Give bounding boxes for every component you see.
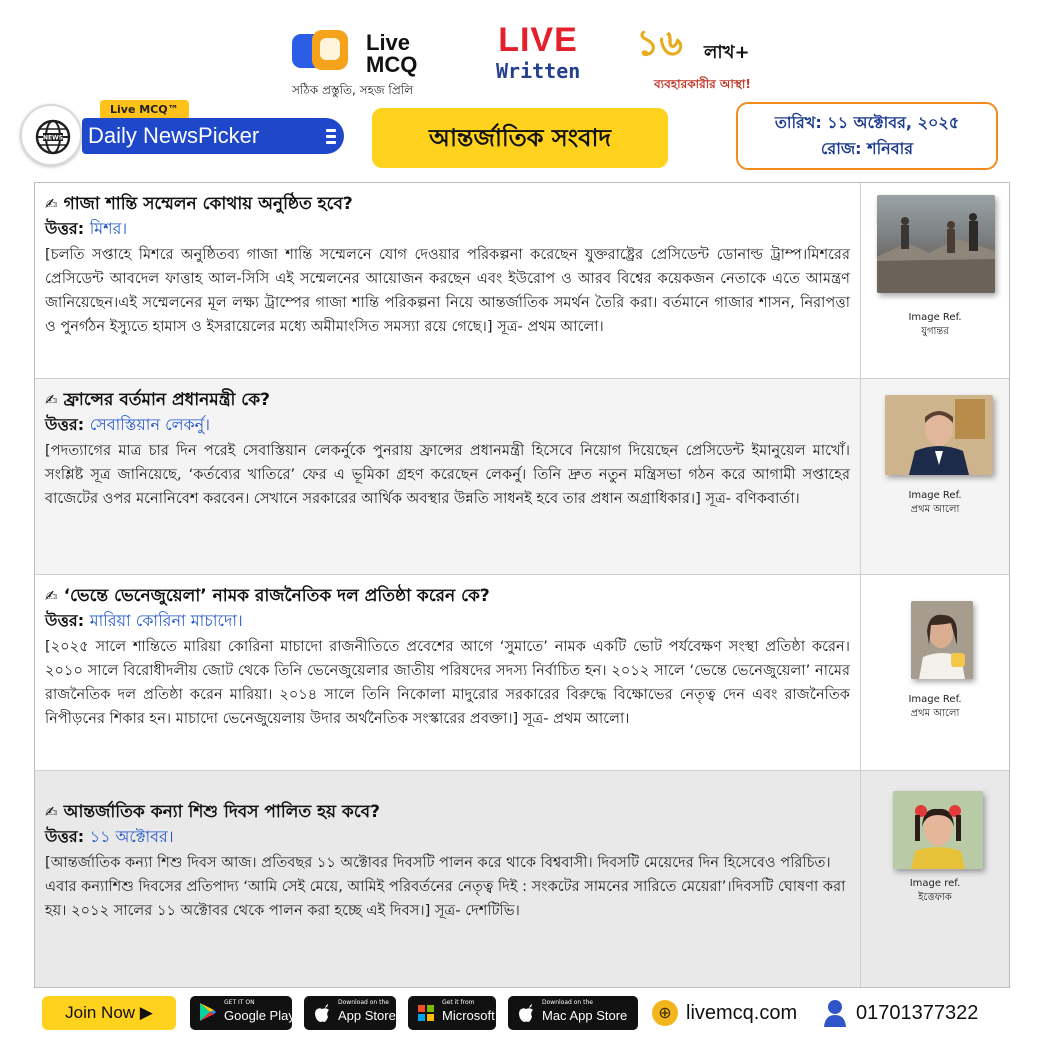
- brand-strip: [0, 14, 1040, 98]
- livemcq-tagline: সঠিক প্রস্তুতি, সহজ প্রিলি: [292, 83, 414, 97]
- day-line: রোজ: শনিবার: [820, 139, 914, 158]
- girl-child-photo[interactable]: [893, 791, 983, 869]
- news-text-cell: [35, 771, 861, 987]
- news-text-cell: [35, 183, 861, 378]
- livemcq-logo-icon: [290, 30, 354, 76]
- news-item: [35, 575, 1009, 771]
- news-item: [35, 183, 1009, 379]
- news-image-cell: [861, 183, 1009, 378]
- written-label: Written: [496, 59, 581, 83]
- answer: সেবাস্তিয়ান লেকর্নু।: [89, 415, 210, 434]
- answer-line: উত্তর: ১১ অক্টোবর।: [45, 827, 174, 846]
- svg-text:NEWS: NEWS: [42, 134, 64, 142]
- answer: মারিয়া কোরিনা মাচাদো।: [89, 611, 243, 630]
- microsoft-icon: [416, 1002, 436, 1024]
- answer: ১১ অক্টোবর।: [89, 827, 174, 846]
- microsoft-store-badge[interactable]: Get it from Microsoft: [408, 996, 496, 1030]
- machado-portrait-photo[interactable]: [911, 601, 973, 679]
- answer-line: উত্তর: মিশর।: [45, 219, 128, 238]
- user-contact-icon: [822, 998, 848, 1028]
- image-ref: Image ref. ইত্তেফাক: [909, 878, 961, 903]
- image-ref: Image Ref. প্রথম আলো: [908, 490, 962, 515]
- image-ref: Image Ref. প্রথম আলো: [908, 694, 962, 719]
- live-written-logo[interactable]: [496, 22, 580, 96]
- news-image-cell: [861, 771, 1009, 987]
- join-now-button[interactable]: Join Now ▶: [42, 996, 176, 1030]
- question: ✍ আন্তর্জাতিক কন্যা শিশু দিবস পালিত হয় কবে?: [45, 802, 380, 822]
- live-label: LIVE: [498, 21, 578, 59]
- news-text-cell: [35, 575, 861, 770]
- product-name: Daily NewsPicker: [82, 118, 344, 154]
- pen-writing-icon: ✍: [45, 587, 58, 605]
- explanation: [পদত্যাগের মাত্র চার দিন পরেই সেবাস্তিয়ান লেকর্নুকে পুনরায় ফ্রান্সের প্রধানমন্ত্রী হিসেবে নিয়োগ দিয়েছেন প্রেসিডেন্ট ইমানুয়েল মাখোঁ। সংশ্লিষ্ট সূত্র জানিয়েছে, ‘কর্তব্যের খাতিরে’ ফের এ ভূমিকা গ্রহণ করেছেন লেকর্নু। তিনি দ্রুত নতুন মন্ত্রিসভা গঠন করে আগামী সপ্তাহের বাজেটের ওপর মনোনিবেশ করবেন। সেখানে সরকারের আর্থিক অবস্থার উন্নতি সাধনই হবে তার প্রধান অগ্রাধিকার।] সূত্র- বণিকবার্তা।: [45, 442, 850, 507]
- globe-news-icon: [20, 104, 82, 166]
- users-unit: লাখ+: [704, 42, 750, 63]
- apple-icon: [312, 1002, 332, 1024]
- mac-app-store-badge[interactable]: Download on the Mac App Store: [508, 996, 638, 1030]
- menu-lines-icon: [326, 129, 336, 147]
- users-trust-badge: [636, 24, 786, 94]
- pen-writing-icon: ✍: [45, 195, 58, 213]
- explanation: [২০২৫ সালে শান্তিতে মারিয়া কোরিনা মাচাদো রাজনীতিতে প্রবেশের আগে ‘সুমাতে’ নামক একটি ভোট পর্যবেক্ষণ সংস্থা প্রতিষ্ঠা করেন। ২০১০ সালে বিরোধীদলীয় জোট থেকে তিনি ভেনেজুয়েলার জাতীয় পরিষদের সদস্য নির্বাচিত হন। ২০১২ সালে ‘ভেন্তে ভেনেজুয়েলা’ নামের রাজনৈতিক দল প্রতিষ্ঠা করেন মারিয়া। ২০১৪ সালে তিনি নিকোলা মাদুরোর সরকারের বিরুদ্ধে বিক্ষোভের নেতৃত্ব দেন এবং রাজনৈতিক নিপীড়নের শিকার হন। মাচাদো ভেনেজুয়েলায় উদার অর্থনৈতিক সংস্কারের প্রবক্তা।] সূত্র- প্রথম আলো।: [45, 638, 850, 727]
- explanation: [আন্তর্জাতিক কন্যা শিশু দিবস আজ। প্রতিবছর ১১ অক্টোবর দিবসটি পালন করে থাকে বিশ্ববাসী। দিবসটি মেয়েদের দিন হিসেবেও পরিচিত। এবার কন্যাশিশু দিবসের প্রতিপাদ্য ‘আমি সেই মেয়ে, আমিই পরিবর্তনের নেতৃত্ব দিই : সংকটের সামনের সারিতে মেয়েরা’।দিবসটি ঘোষণা করা হয়। ২০১২ সালের ১১ অক্টোবর থেকে পালন করা হচ্ছে এই দিবস।] সূত্র- দেশটিভি।: [45, 854, 846, 919]
- apple-icon: [516, 1002, 536, 1024]
- google-play-badge[interactable]: GET IT ON Google Play: [190, 996, 292, 1030]
- news-item: [35, 771, 1009, 987]
- category-title: আন্তর্জাতিক সংবাদ: [372, 108, 668, 168]
- question: ✍ গাজা শান্তি সম্মেলন কোথায় অনুষ্ঠিত হবে?: [45, 194, 353, 214]
- news-image-cell: [861, 575, 1009, 770]
- news-text-cell: [35, 379, 861, 574]
- globe-icon: ⊕: [652, 1000, 678, 1026]
- answer-line: উত্তর: সেবাস্তিয়ান লেকর্নু।: [45, 415, 210, 434]
- question: ✍ ‘ভেন্তে ভেনেজুয়েলা’ নামক রাজনৈতিক দল প্রতিষ্ঠা করেন কে?: [45, 586, 490, 606]
- app-store-badge[interactable]: Download on the App Store: [304, 996, 396, 1030]
- daily-newspicker-logo[interactable]: [20, 100, 330, 168]
- gaza-rubble-photo[interactable]: [877, 195, 995, 293]
- users-caption: ব্যবহারকারীর আস্থা!: [654, 77, 751, 91]
- news-image-cell: [861, 379, 1009, 574]
- date-box: [736, 102, 998, 170]
- president-portrait-photo[interactable]: [885, 395, 993, 475]
- news-table: [34, 182, 1010, 988]
- image-ref: Image Ref. যুগান্তর: [908, 312, 962, 337]
- livemcq-tm-badge: Live MCQ™: [100, 100, 189, 120]
- pen-writing-icon: ✍: [45, 803, 58, 821]
- google-play-icon: [198, 1002, 218, 1024]
- livemcq-brand-name: Live MCQ: [366, 30, 418, 77]
- footer: Join Now ▶ GET IT ON Google Play Download on the App Store Get it from Microsoft Download on the Mac App Store ⊕ livemcq.com 01701377322: [0, 990, 1040, 1040]
- users-count: ১৬: [636, 23, 683, 64]
- answer-line: উত্তর: মারিয়া কোরিনা মাচাদো।: [45, 611, 243, 630]
- answer: মিশর।: [89, 219, 128, 238]
- news-item: [35, 379, 1009, 575]
- date-line: তারিখ: ১১ অক্টোবর, ২০২৫: [774, 113, 960, 132]
- explanation: [চলতি সপ্তাহে মিশরে অনুষ্ঠিতব্য গাজা শান্তি সম্মেলনে যোগ দেওয়ার পরিকল্পনা করেছেন যুক্তরাষ্ট্রের প্রেসিডেন্ট ডোনাল্ড ট্রাম্প।মিশরের প্রেসিডেন্ট আবদেল ফাত্তাহ আল-সিসি এই সম্মেলনের আয়োজন করছেন এবং ইউরোপ ও আরব বিশ্বের কয়েকজন নেতাকে এতে আমন্ত্রণ জানিয়েছেন।এই সম্মেলনের মূল লক্ষ্য ট্রাম্পের গাজা শান্তি পরিকল্পনা নিয়ে আন্তর্জাতিক সমর্থন তৈরি করা। বর্তমানে গাজার শাসন, নিরাপত্তা ও পুনর্গঠন ইস্যুতে হামাস ও ইসরায়েলের মধ্যে অমীমাংসিত সমস্যা রয়ে গেছে।] সূত্র- প্রথম আলো।: [45, 246, 850, 335]
- pen-writing-icon: ✍: [45, 391, 58, 409]
- question: ✍ ফ্রান্সের বর্তমান প্রধানমন্ত্রী কে?: [45, 390, 270, 410]
- livemcq-logo[interactable]: [290, 24, 450, 97]
